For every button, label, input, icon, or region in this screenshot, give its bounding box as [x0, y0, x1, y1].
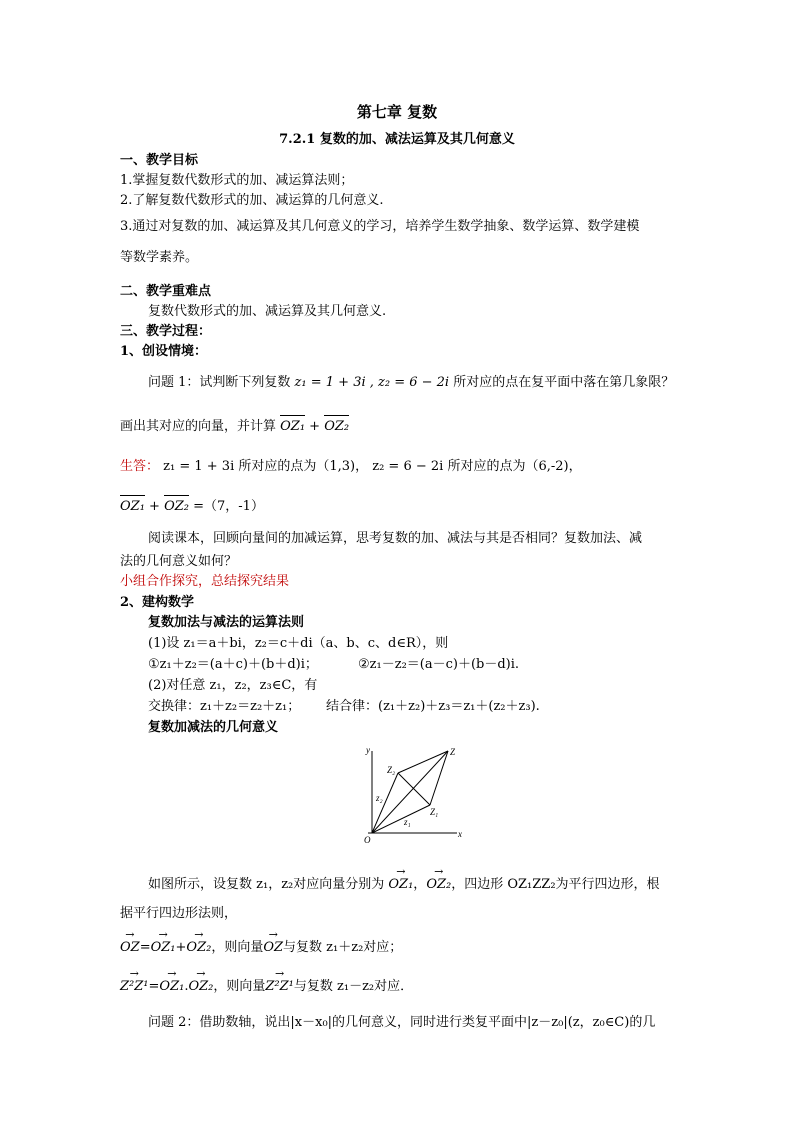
- sum-result: =（7，-1）: [188, 499, 264, 514]
- edge-z1-z: [430, 751, 448, 805]
- q1b-plus: +: [305, 419, 325, 434]
- eq1-end: 与复数 z₁＋z₂对应；: [283, 940, 403, 955]
- fig-text-suffix: ，四边形 OZ₁ZZ₂为平行四边形，根: [451, 877, 660, 892]
- key-heading: 二、教学重难点: [120, 284, 212, 299]
- eq1-rest: ，则向量: [211, 940, 264, 955]
- parallelogram-diagram: [362, 745, 472, 857]
- student-answer: [120, 458, 582, 476]
- q1b-prefix: 画出其对应的向量，并计算: [120, 419, 281, 434]
- q1-prefix: 问题 1：试判断下列复数: [148, 375, 295, 390]
- eq1-vector-oz-b: → OZ: [263, 939, 283, 957]
- chapter-title: 第七章 复数: [356, 103, 438, 121]
- question-1b: [120, 418, 349, 436]
- eq2-end: 与复数 z₁－z₂对应．: [293, 979, 414, 994]
- point-z-label: Z: [450, 747, 456, 757]
- goal-1: 1.掌握复数代数形式的加、减运算法则；: [120, 173, 354, 188]
- rule-2b: 结合律：(z₁＋z₂)＋z₃＝z₁＋(z₂＋z₃).: [326, 699, 540, 714]
- eq2-rest: ，则向量: [213, 979, 266, 994]
- rule-heading: 复数加法与减法的运算法则: [148, 615, 305, 630]
- origin-label: O: [364, 835, 371, 845]
- sum-vector-1: OZ₁: [120, 499, 145, 514]
- eq1-equals: =: [139, 940, 151, 955]
- fig-vector-1: → OZ₁: [388, 876, 413, 894]
- eq2-dot: .: [184, 979, 189, 994]
- q1-expr: z₁ = 1 + 3i , z₂ = 6 − 2i: [294, 375, 450, 390]
- segment-z2-label: z₂: [376, 793, 383, 803]
- y-axis-label: y: [366, 745, 370, 755]
- fig-text-prefix: 如图所示，设复数 z₁，z₂对应向量分别为: [148, 877, 389, 892]
- rule-2a: 交换律：z₁＋z₂＝z₂＋z₁；: [148, 699, 301, 714]
- segment-z1-label: z₁: [404, 817, 411, 827]
- eq1-vector-oz1: → OZ₁: [151, 939, 176, 957]
- group-task: 小组合作探究，总结探究结果: [120, 574, 290, 589]
- question-1: [148, 374, 674, 392]
- point-z2-label: Z₂: [387, 765, 396, 775]
- vector-z1: [372, 805, 430, 833]
- goals-heading: 一、教学目标: [120, 153, 199, 168]
- section1-heading: 1、创设情境：: [120, 344, 208, 359]
- x-axis-label: x: [458, 829, 462, 839]
- goal-3a: 3.通过对复数的加、减运算及其几何意义的学习，培养学生数学抽象、数学运算、数学建模: [120, 219, 640, 234]
- equation-difference: [120, 978, 413, 996]
- eq2-equals: =: [148, 979, 160, 994]
- eq1-plus: +: [175, 940, 187, 955]
- fig-comma: ，: [413, 877, 427, 892]
- rule-1a: ①z₁＋z₂＝(a＋c)＋(b＋d)i；: [148, 657, 318, 672]
- eq1-vector-oz: → OZ: [120, 939, 140, 957]
- reading-a: 阅读课本，回顾向量间的加减运算，思考复数的加、减法与其是否相同？复数加法、减: [148, 531, 643, 546]
- goal-3b: 等数学素养。: [120, 250, 199, 265]
- vector-z2: [372, 773, 398, 833]
- answer-text-1: z₁ = 1 + 3i 所对应的点为（1,3)，: [159, 459, 369, 474]
- goal-2: 2.了解复数代数形式的加、减运算的几何意义.: [120, 193, 384, 208]
- eq1-vector-oz2: → OZ₂: [186, 939, 211, 957]
- geometry-heading: 复数加减法的几何意义: [148, 720, 279, 735]
- answer-text-2: z₂ = 6 − 2i 所对应的点为（6,-2)，: [368, 459, 582, 474]
- eq2-vector-oz1: → OZ₁: [159, 978, 184, 996]
- reading-b: 法的几何意义如何？: [120, 554, 238, 569]
- sum-vector-2: OZ₂: [164, 499, 189, 514]
- eq2-vector-z2z1-b: → Z²Z¹: [265, 978, 294, 996]
- key-text: 复数代数形式的加、减运算及其几何意义.: [148, 304, 387, 319]
- edge-z2-z: [398, 751, 448, 773]
- question-2: 问题 2：借助数轴，说出|x－x₀|的几何意义，同时进行类复平面中|z－z₀|(z，z₀∈C)的几: [148, 1015, 656, 1030]
- vector-oz1: OZ₁: [280, 419, 306, 434]
- fig-vector-2: → OZ₂: [426, 876, 451, 894]
- figure-text-b: 据平行四边形法则，: [120, 906, 238, 921]
- sum-plus: +: [144, 499, 165, 514]
- figure-text-a: [148, 876, 660, 894]
- rule-2: (2)对任意 z₁，z₂，z₃∈C，有: [148, 678, 318, 693]
- vector-sum: [120, 498, 264, 516]
- answer-label: 生答：: [120, 459, 160, 474]
- eq2-vector-z2z1: → Z²Z¹: [120, 978, 149, 996]
- vector-oz2: OZ₂: [324, 419, 350, 434]
- point-z1-label: Z₁: [430, 807, 439, 817]
- equation-sum: [120, 939, 402, 957]
- rule-1: (1)设 z₁＝a＋bi，z₂＝c＋di（a、b、c、d∈R），则: [148, 636, 449, 651]
- section2-heading: 2、建构数学: [120, 595, 195, 610]
- q1-suffix: 所对应的点在复平面中落在第几象限？: [449, 375, 675, 390]
- eq2-vector-oz2: → OZ₂: [188, 978, 213, 996]
- process-heading: 三、教学过程：: [120, 324, 212, 339]
- section-title: 7.2.1 复数的加、减法运算及其几何意义: [279, 132, 515, 147]
- rule-1b: ②z₁－z₂＝(a－c)＋(b－d)i.: [358, 657, 520, 672]
